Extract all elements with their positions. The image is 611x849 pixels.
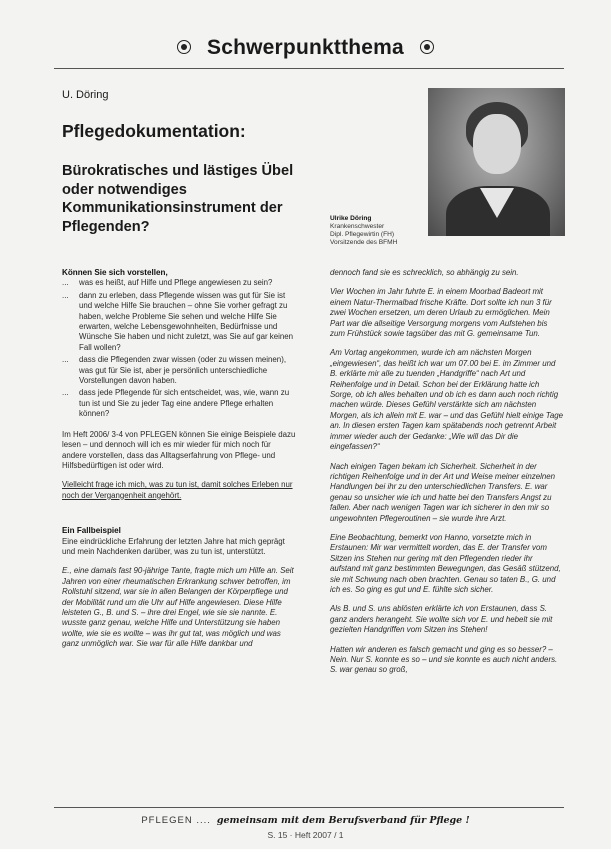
paragraph: Vielleicht frage ich mich, was zu tun ist, damit solches Erleben nur noch der Vergangenheit angehört. xyxy=(62,480,293,500)
footer-prefix: PFLEGEN .... xyxy=(141,815,211,826)
list-item: ... was es heißt, auf Hilfe und Pflege angewiesen zu sein? xyxy=(62,278,273,288)
paragraph: Eine Beobachtung, bemerkt von Hanno, vorsetzte mich in Erstaunen: Mir war vermittelt worden, das E. der Transfer vom Sitzen ins Stehen nur gering mit den Pflegenden rieder ihr aufstand mit ganz bestimmten Bewegungen, das Gesäß stützend, sie mit Schwung nach oben brachten. Genau so taten B., G. und ich es. So ging es gut und E. fühlte sich sicher. xyxy=(330,532,561,594)
intro-heading: Können Sie sich vorstellen, xyxy=(62,268,168,277)
caption-line: Vorsitzende des BFMH xyxy=(330,239,398,246)
author-portrait xyxy=(428,88,565,236)
photo-caption xyxy=(330,215,430,247)
paragraph: Eine eindrückliche Erfahrung der letzten Jahre hat mich geprägt und mein Nachdenken darüber, was zu tun ist, unterstützt. xyxy=(62,536,285,556)
article-subtitle: Bürokratisches und lästiges Übel oder notwendiges Kommunikationsinstrument der Pflegenden? xyxy=(62,163,294,235)
caption-line: Dipl. Pflegewirtin (FH) xyxy=(330,231,395,238)
case-heading: Ein Fallbeispiel xyxy=(62,526,121,536)
paragraph: E., eine damals fast 90-jährige Tante, fragte mich um Hilfe an. Seit Jahren von einer rheumatischen Erkrankung schwer betroffen, im Rollstuhl sitzend, war sie in allen Belangen der Körperpflege und der Mobilität rund um die Uhr auf Hilfe angewiesen. Diese Hilfe leisteten G., B. und S. – ihre drei Engel, wie sie sie nannte. E. wusste ganz genau, welche Hilfe und Unterstützung sie haben wollte, wie sie es wollte – was ihr gut tat, was möglich und was ganz unmöglich war. Sie war für alle Hilfe dankbar und xyxy=(62,566,294,649)
paragraph: Am Vortag angekommen, wurde ich am nächsten Morgen „eingewiesen“, das heißt ich war um 07.00 bei E. im Zimmer und B. erklärte mir alle zu tuenden „Handgriffe“ nach Art und Reihenfolge und in Detail. Schon bei der Erklärung hatte ich Sorge, ob ich alles behalten und ob ich es dann auch noch richtig machen würde. Dieses Gefühl verstärkte sich am nächsten Morgen, als ich allein mit E. war – und das Gefühl hielt einige Tage an. In diesen ersten Tagen kam spätabends noch getrennt Arbeit immer wieder auch der Gedanke: „Wie will das Dir die eingefassen?“ xyxy=(330,348,564,452)
circle-ornament-icon xyxy=(177,40,191,54)
list-item: ... dass die Pflegenden zwar wissen (oder zu wissen meinen), was gut für Sie ist, aber je persönlich unterschiedliche Vorstellungen davon haben. xyxy=(62,355,287,386)
footer-rule xyxy=(54,807,564,808)
section-header xyxy=(0,36,611,62)
paragraph: Nach einigen Tagen bekam ich Sicherheit. Sicherheit in der richtigen Reihenfolge und in der Art und Weise meiner einzelnen Handlungen bei ihr zu den unterschiedlichen Transfers. E. war genau so unsicher wie ich und hatte bei den Transfers Angst zu fallen. Aber nach wenigen Tagen war ich sicherer in den mir so ungewohnten Pflegeroutinen – sie wurde ihre Arzt. xyxy=(330,461,556,523)
page-number: S. 15 · Heft 2007 / 1 xyxy=(267,830,344,840)
header-rule xyxy=(54,68,564,69)
circle-ornament-icon xyxy=(420,40,434,54)
section-title: Schwerpunktthema xyxy=(207,36,404,59)
list-item: ... dann zu erleben, dass Pflegende wissen was gut für Sie ist und welche Hilfe Sie brauchen – ohne Sie vorher gefragt zu haben, welche Probleme Sie sehen und welche Hilfe Sie erwarten, welche Lebensgewohnheiten, Bedürfnisse und Wünsche Sie haben und nicht zuletzt, was Sie auf gar keinen Fall wollen? xyxy=(62,290,294,352)
paragraph: Als B. und S. uns ablösten erklärte ich von Erstaunen, dass S. ganz anders herangeht. Sie wollte sich vor E. und hebelt sie mit gezielten Handgriffen vom Sitzen ins Stehen! xyxy=(330,604,553,635)
caption-line: Krankenschwester xyxy=(330,223,385,230)
paragraph: dennoch fand sie es schrecklich, so abhängig zu sein. xyxy=(330,268,519,277)
article-title: Pflegedokumentation: xyxy=(62,121,246,141)
paragraph: Hatten wir anderen es falsch gemacht und ging es so besser? – Nein. Nur S. konnte es so – und sie konnte es auch nicht anders. S. war genau so groß, xyxy=(330,644,558,675)
caption-name: Ulrike Döring xyxy=(330,215,372,222)
paragraph: Im Heft 2006/ 3-4 von PFLEGEN können Sie einige Beispiele dazu lesen – und dennoch will ich es mir wieder für mich noch für andere vorstellen, dass das Alltagserfahrung von Pflege- und Hilfsbedürftigen ist oder wird. xyxy=(62,429,296,470)
left-column xyxy=(62,268,297,659)
right-column xyxy=(330,268,564,685)
paragraph: Vier Wochen im Jahr fuhrte E. in einem Moorbad Badeort mit einem Natur-Thermalbad frische Kräfte. Dort sollte ich nun 3 für zwei Wochen ersetzen, um deren Urlaub zu ermöglichen. Mein Part war die allseitige Versorgung morgens vom Aufstehen bis zum Frühstück sowie tagsüber das mit G. gemeinsame Tun. xyxy=(330,287,552,339)
footer xyxy=(0,810,611,828)
author: U. Döring xyxy=(62,89,109,101)
footer-slogan: gemeinsam mit dem Berufsverband für Pflege ! xyxy=(216,815,470,826)
list-item: ... dass jede Pflegende für sich entscheidet, was, wie, wann zu tun ist und Sie zu jeder Tag eine andere Pflege erhalten können? xyxy=(62,388,290,419)
